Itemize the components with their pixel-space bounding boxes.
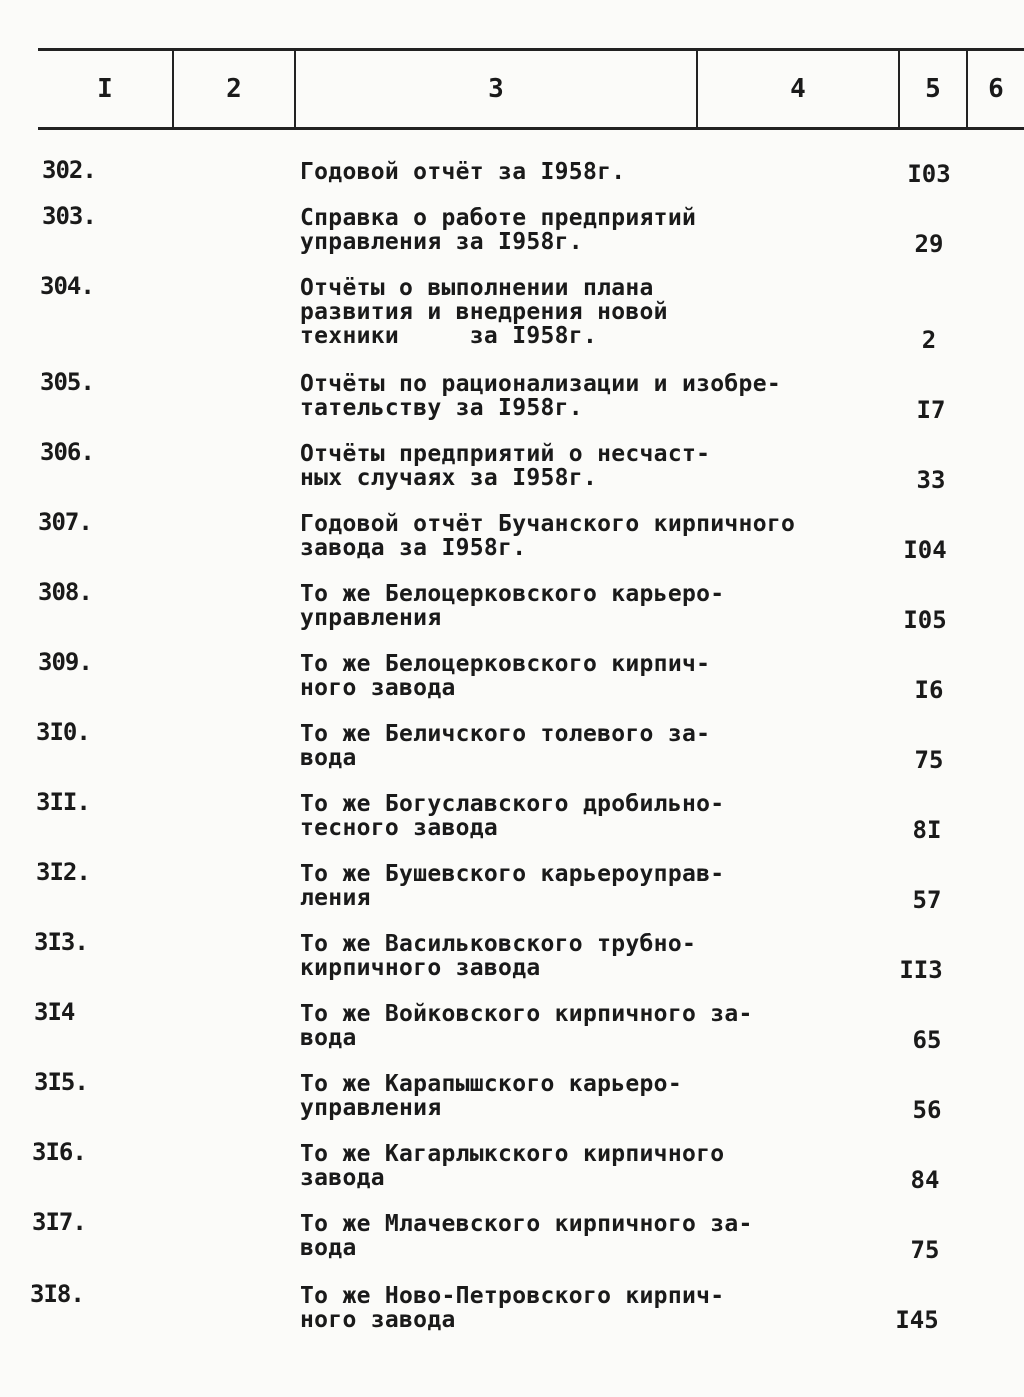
entry-title: То же Кагарлыкского кирпичного завода: [300, 1141, 725, 1191]
entry-sheet-count: 65: [912, 1026, 942, 1054]
entry-number: 302.: [42, 156, 96, 184]
entry-title: Отчёты предприятий о несчаст- ных случаях за I958г.: [300, 441, 711, 491]
entry-sheet-count: 29: [914, 230, 944, 258]
header-col-1: I: [97, 74, 113, 104]
entry-title: Отчёты о выполнении плана развития и внедрения новой техники за I958г.: [300, 275, 668, 349]
entry-sheet-count: I05: [903, 606, 947, 634]
entry-title: То же Бушевского карьероуправ- ления: [300, 861, 725, 911]
header-col-5: 5: [925, 74, 941, 104]
entry-title: То же Васильковского трубно- кирпичного завода: [300, 931, 697, 981]
entry-number: 3I5.: [34, 1068, 88, 1096]
entry-number: 304.: [40, 272, 94, 300]
entry-sheet-count: I6: [914, 676, 944, 704]
entry-sheet-count: 33: [916, 466, 946, 494]
entry-sheet-count: 56: [912, 1096, 942, 1124]
table-header: [38, 48, 1024, 130]
entry-title: Годовой отчёт за I958г.: [300, 159, 626, 185]
entry-sheet-count: 84: [910, 1166, 940, 1194]
entry-number: 3I7.: [32, 1208, 86, 1236]
entry-number: 309.: [38, 648, 92, 676]
entry-number: 306.: [40, 438, 94, 466]
entry-sheet-count: I45: [895, 1306, 939, 1334]
entry-title: То же Ново-Петровского кирпич- ного завода: [300, 1283, 725, 1333]
header-col-2: 2: [226, 74, 242, 104]
entry-number: 307.: [38, 508, 92, 536]
entry-sheet-count: I03: [907, 160, 951, 188]
entry-sheet-count: 2: [921, 326, 937, 354]
entry-sheet-count: 75: [914, 746, 944, 774]
entry-sheet-count: 8I: [912, 816, 942, 844]
header-col-3: 3: [488, 74, 504, 104]
header-col-4: 4: [790, 74, 806, 104]
entry-sheet-count: I04: [903, 536, 947, 564]
entry-number: 3I4: [34, 998, 75, 1026]
header-col-6: 6: [988, 74, 1004, 104]
entry-number: 303.: [42, 202, 96, 230]
entry-title: То же Беличского толевого за- вода: [300, 721, 711, 771]
entry-number: 3II.: [36, 788, 90, 816]
entry-title: То же Белоцерковского кирпич- ного завода: [300, 651, 711, 701]
entry-number: 308.: [38, 578, 92, 606]
entry-number: 3I8.: [30, 1280, 84, 1308]
entry-sheet-count: 57: [912, 886, 942, 914]
entry-number: 3I3.: [34, 928, 88, 956]
entry-title: То же Богуславского дробильно- тесного завода: [300, 791, 725, 841]
entry-title: Годовой отчёт Бучанского кирпичного завода за I958г.: [300, 511, 796, 561]
entry-title: То же Белоцерковского карьеро- управления: [300, 581, 725, 631]
entry-title: То же Войковского кирпичного за- вода: [300, 1001, 753, 1051]
entry-number: 3I2.: [36, 858, 90, 886]
entry-title: Отчёты по рационализации и изобре- тательству за I958г.: [300, 371, 782, 421]
entry-number: 3I0.: [36, 718, 90, 746]
entry-number: 3I6.: [32, 1138, 86, 1166]
entry-sheet-count: I7: [916, 396, 946, 424]
entry-number: 305.: [40, 368, 94, 396]
entry-title: То же Млачевского кирпичного за- вода: [300, 1211, 753, 1261]
entry-title: Справка о работе предприятий управления за I958г.: [300, 205, 697, 255]
entry-title: То же Карапышского карьеро- управления: [300, 1071, 682, 1121]
entry-sheet-count: II3: [899, 956, 943, 984]
entry-sheet-count: 75: [910, 1236, 940, 1264]
